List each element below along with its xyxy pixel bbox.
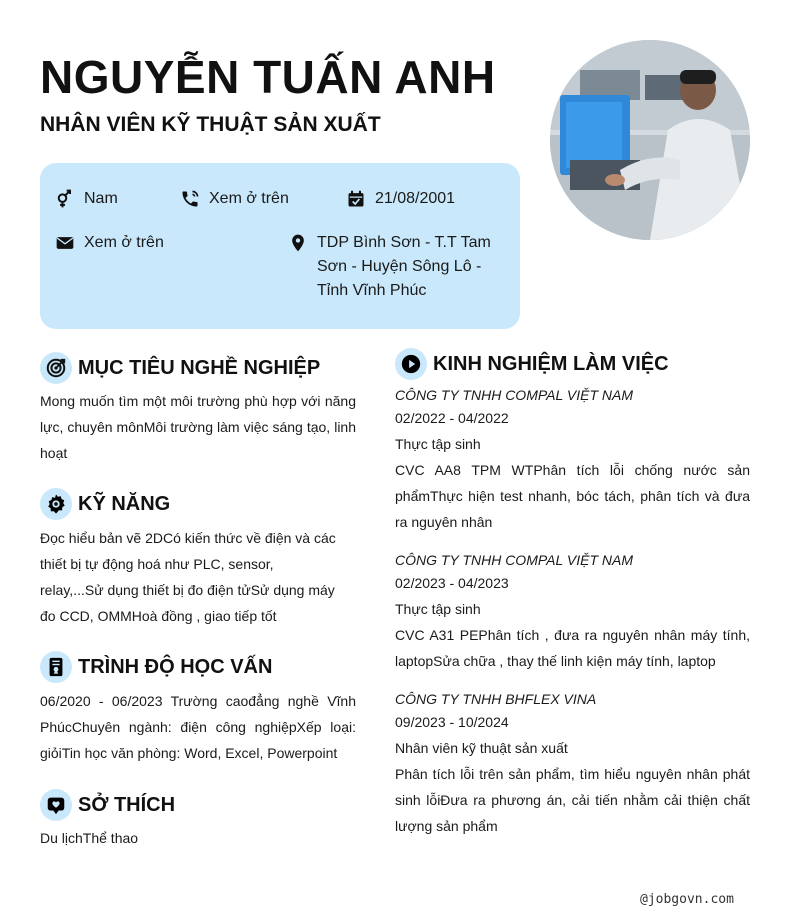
education-title: TRÌNH ĐỘ HỌC VẤN bbox=[78, 655, 273, 678]
experience-company: CÔNG TY TNHH BHFLEX VINA bbox=[395, 691, 597, 707]
gear-icon bbox=[40, 488, 72, 520]
experience-company: CÔNG TY TNHH COMPAL VIỆT NAM bbox=[395, 387, 634, 403]
target-icon bbox=[40, 352, 72, 384]
gender-icon bbox=[54, 187, 76, 211]
job-title: NHÂN VIÊN KỸ THUẬT SẢN XUẤT bbox=[40, 113, 381, 136]
experience-item bbox=[395, 550, 750, 674]
experience-header bbox=[395, 348, 669, 380]
map-pin-icon bbox=[287, 231, 309, 255]
skills-title: KỸ NĂNG bbox=[78, 492, 171, 515]
experience-desc: CVC A31 PEPhân tích , đưa ra nguyên nhân máy tính, laptopSửa chữa , thay thế linh kiện máy tính, laptop bbox=[395, 627, 750, 669]
education-text: 06/2020 - 06/2023 Trường caođẳng nghề Vĩnh PhúcChuyên ngành: điện công nghiệpXếp loại: giỏiTin học văn phòng: Word, Excel, Powerpoint bbox=[40, 693, 356, 761]
watermark: @jobgovn.com bbox=[640, 892, 734, 907]
phone-item bbox=[179, 187, 289, 211]
experience-role: Thực tập sinh bbox=[395, 601, 481, 617]
hobbies-header bbox=[40, 789, 175, 821]
experience-title: KINH NGHIỆM LÀM VIỆC bbox=[433, 352, 669, 375]
experience-item bbox=[395, 385, 750, 535]
experience-role: Thực tập sinh bbox=[395, 436, 481, 452]
address-item bbox=[287, 231, 492, 303]
experience-period: 09/2023 - 10/2024 bbox=[395, 714, 509, 730]
skills-header bbox=[40, 488, 170, 520]
objective-title: MỤC TIÊU NGHỀ NGHIỆP bbox=[78, 356, 321, 379]
education-header bbox=[40, 651, 272, 683]
experience-item bbox=[395, 689, 750, 839]
objective-text: Mong muốn tìm một môi trường phù hợp với năng lực, chuyên mônMôi trường làm việc sáng tạo, linh hoạt bbox=[40, 393, 356, 461]
experience-period: 02/2022 - 04/2022 bbox=[395, 410, 509, 426]
envelope-icon bbox=[54, 231, 76, 255]
calendar-icon bbox=[345, 187, 367, 211]
play-icon bbox=[395, 348, 427, 380]
avatar-photo bbox=[550, 40, 750, 240]
birthdate-value: 21/08/2001 bbox=[375, 190, 456, 207]
experience-desc: Phân tích lỗi trên sản phẩm, tìm hiểu nguyên nhân phát sinh lỗiĐưa ra phương án, cải tiến nhằm cải thiện chất lượng sản phẩm bbox=[395, 766, 750, 834]
hobbies-title: SỞ THÍCH bbox=[78, 793, 176, 816]
experience-desc: CVC AA8 TPM WTPhân tích lỗi chống nước sản phẩmThực hiện test nhanh, bóc tách, phân tích và đưa ra nguyên nhân bbox=[395, 462, 750, 530]
gender-value: Nam bbox=[84, 190, 118, 207]
personal-info-box bbox=[40, 163, 520, 329]
candidate-name: NGUYỄN TUẤN ANH bbox=[40, 51, 496, 103]
email-value: Xem ở trên bbox=[84, 234, 164, 251]
address-value: TDP Bình Sơn - T.T Tam Sơn - Huyện Sông Lô - Tỉnh Vĩnh Phúc bbox=[317, 234, 491, 299]
certificate-icon bbox=[40, 651, 72, 683]
email-item bbox=[54, 231, 164, 255]
phone-value: Xem ở trên bbox=[209, 190, 289, 207]
hobbies-text: Du lịchThể thao bbox=[40, 830, 139, 846]
experience-role: Nhân viên kỹ thuật sản xuất bbox=[395, 740, 568, 756]
heart-icon bbox=[40, 789, 72, 821]
gender-item bbox=[54, 187, 118, 211]
experience-period: 02/2023 - 04/2023 bbox=[395, 575, 509, 591]
objective-header bbox=[40, 352, 320, 384]
experience-company: CÔNG TY TNHH COMPAL VIỆT NAM bbox=[395, 552, 634, 568]
birthdate-item bbox=[345, 187, 455, 211]
skills-text: Đọc hiểu bản vẽ 2DCó kiến thức về điện và các thiết bị tự động hoá như PLC, sensor, relay,...Sử dụng thiết bị đo điện tửSử dụng máy đo CCD, OMMHoà đồng , giao tiếp tốt bbox=[40, 530, 336, 624]
phone-icon bbox=[179, 187, 201, 211]
